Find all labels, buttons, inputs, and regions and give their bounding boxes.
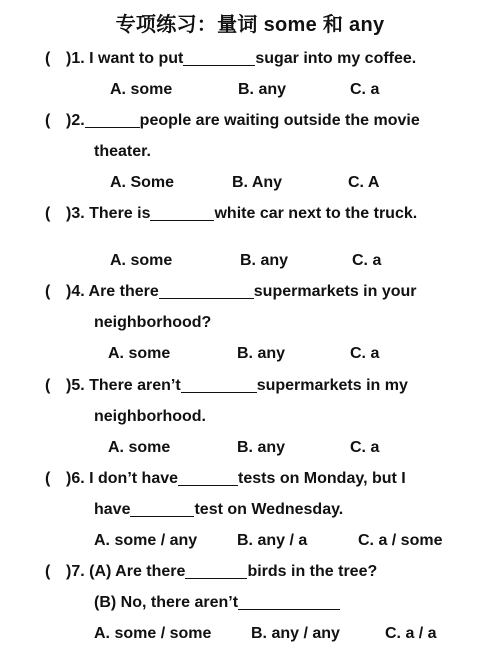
question-6-tail: tests on Monday, but I: [238, 470, 406, 487]
q4-option-c[interactable]: C. a: [350, 345, 380, 362]
question-2: [45, 111, 420, 131]
answer-blank[interactable]: [238, 593, 340, 610]
question-1: [45, 49, 416, 69]
question-4-lead: )4. Are there: [66, 283, 159, 300]
question-6: [45, 469, 406, 489]
q4-option-a[interactable]: A. some: [108, 345, 171, 362]
q4-option-b[interactable]: B. any: [237, 345, 286, 362]
question-2-lead: )2.: [66, 112, 85, 129]
answer-blank[interactable]: [150, 204, 214, 221]
question-6-cont-lead: have: [94, 501, 131, 518]
q3-option-a[interactable]: A. some: [110, 252, 173, 269]
question-2-tail: people are waiting outside the movie: [139, 112, 420, 129]
answer-paren: (: [45, 563, 51, 580]
question-7-cont-lead: (B) No, there aren’t: [94, 594, 239, 611]
question-7-continuation: [94, 593, 340, 613]
question-5: [45, 376, 408, 396]
question-3-lead: )3. There is: [66, 205, 151, 222]
answer-blank[interactable]: [130, 500, 194, 517]
answer-paren: (: [45, 50, 51, 67]
q6-option-a[interactable]: A. some / any: [94, 532, 198, 549]
q5-option-b[interactable]: B. any: [237, 439, 286, 456]
question-7-lead: )7. (A) Are there: [66, 563, 186, 580]
question-4-tail: supermarkets in your: [253, 283, 417, 300]
q2-option-c[interactable]: C. A: [348, 174, 380, 191]
q5-option-a[interactable]: A. some: [108, 439, 171, 456]
question-6-cont-tail: test on Wednesday.: [194, 501, 344, 518]
answer-paren: (: [45, 205, 51, 222]
answer-blank[interactable]: [181, 376, 257, 393]
question-1-tail: sugar into my coffee.: [255, 50, 417, 67]
q3-option-c[interactable]: C. a: [352, 252, 382, 269]
q2-option-a[interactable]: A. Some: [110, 174, 175, 191]
question-4-continuation: neighborhood?: [94, 314, 212, 331]
answer-paren: (: [45, 112, 51, 129]
q1-option-c[interactable]: C. a: [350, 81, 380, 98]
answer-blank[interactable]: [85, 111, 140, 128]
q5-option-c[interactable]: C. a: [350, 439, 380, 456]
worksheet-title: 专项练习：量词 some 和 any: [115, 14, 385, 36]
question-5-tail: supermarkets in my: [256, 377, 408, 394]
answer-blank[interactable]: [159, 282, 254, 299]
question-1-lead: )1. I want to put: [66, 50, 184, 67]
answer-blank[interactable]: [185, 562, 247, 579]
q7-option-c[interactable]: C. a / a: [385, 625, 437, 642]
answer-paren: (: [45, 377, 51, 394]
answer-paren: (: [45, 283, 51, 300]
question-7: [45, 562, 377, 582]
question-7-tail: birds in the tree?: [247, 563, 378, 580]
question-4: [45, 282, 417, 302]
question-6-continuation: [94, 500, 343, 520]
question-2-continuation: theater.: [94, 143, 151, 160]
q1-option-a[interactable]: A. some: [110, 81, 173, 98]
q7-option-b[interactable]: B. any / any: [251, 625, 340, 642]
question-6-lead: )6. I don’t have: [66, 470, 179, 487]
q7-option-a[interactable]: A. some / some: [94, 625, 212, 642]
q6-option-c[interactable]: C. a / some: [358, 532, 443, 549]
question-3: [45, 204, 417, 224]
q3-option-b[interactable]: B. any: [240, 252, 289, 269]
question-3-tail: white car next to the truck.: [214, 205, 418, 222]
answer-blank[interactable]: [183, 49, 255, 66]
question-5-lead: )5. There aren’t: [66, 377, 181, 394]
answer-paren: (: [45, 470, 51, 487]
answer-blank[interactable]: [178, 469, 238, 486]
q6-option-b[interactable]: B. any / a: [237, 532, 308, 549]
q2-option-b[interactable]: B. Any: [232, 174, 283, 191]
question-5-continuation: neighborhood.: [94, 408, 206, 425]
q1-option-b[interactable]: B. any: [238, 81, 287, 98]
